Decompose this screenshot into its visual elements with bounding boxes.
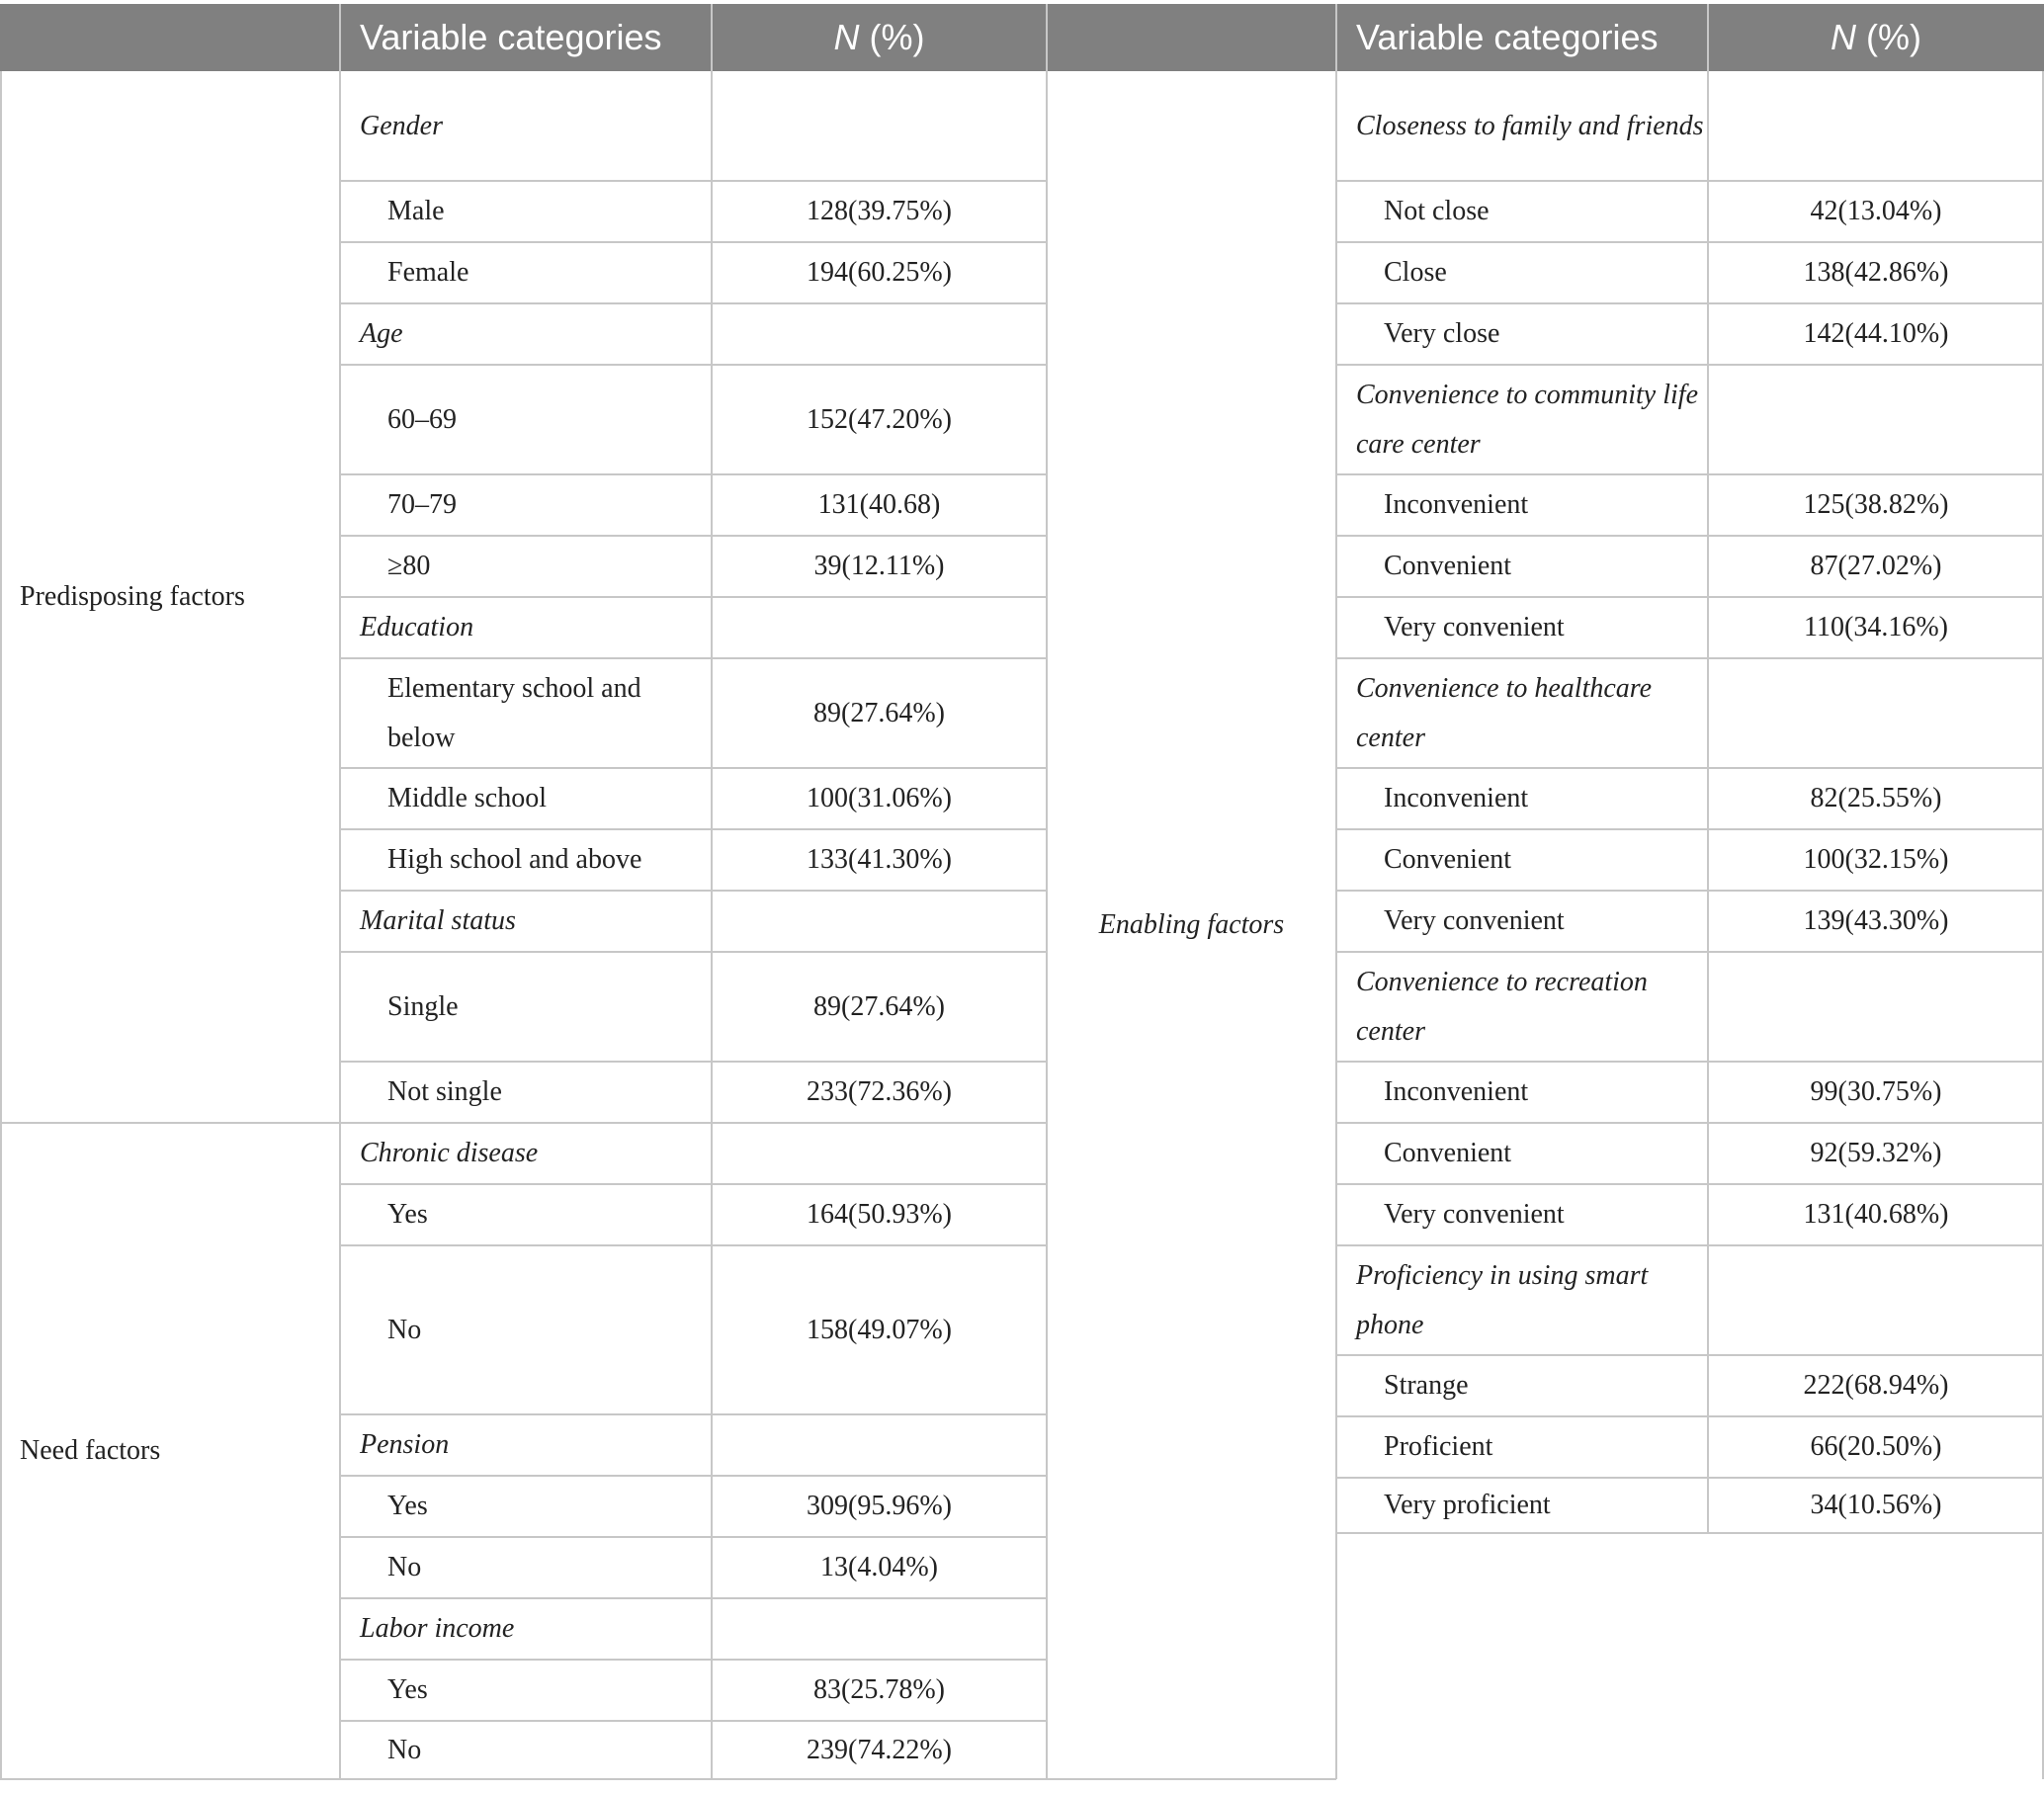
row-value: 158(49.07%)	[807, 1314, 952, 1345]
row-label: Close	[1384, 257, 1447, 288]
row-divider	[0, 1778, 1047, 1780]
left-edge	[0, 71, 2, 1779]
row-divider	[1336, 1244, 2044, 1246]
row-divider	[340, 180, 1047, 182]
row-label: ≥80	[387, 551, 431, 581]
row-divider	[340, 535, 1047, 537]
row-value: 83(25.78%)	[813, 1674, 945, 1705]
row-label: Not close	[1384, 196, 1490, 226]
row-divider	[340, 1061, 1047, 1063]
row-label: Elementary school and below	[387, 672, 641, 753]
row-divider	[340, 890, 1047, 892]
row-value: 239(74.22%)	[807, 1734, 952, 1765]
category-label: Convenience to recreation center	[1356, 966, 1648, 1047]
column-divider	[1335, 4, 1337, 1779]
row-value	[1708, 658, 2044, 768]
row-divider	[1336, 1532, 2044, 1534]
row-value: 131(40.68)	[817, 489, 941, 520]
category-label: Convenience to healthcare center	[1356, 672, 1653, 753]
category-label: Closeness to family and friends	[1356, 110, 1704, 141]
row-value: 82(25.55%)	[1810, 783, 1942, 813]
category-label: Education	[360, 612, 474, 642]
row-value: 13(4.04%)	[820, 1552, 938, 1582]
percent-label: (%)	[859, 17, 925, 57]
header-variable-categories-right: Variable categories	[1356, 17, 1659, 57]
row-value: 309(95.96%)	[807, 1491, 952, 1521]
row-value: 125(38.82%)	[1803, 489, 1949, 520]
row-divider	[340, 767, 1047, 769]
row-label: 70–79	[387, 489, 457, 520]
category-label: Convenience to community life care center	[1356, 379, 1698, 460]
header-n-percent-left	[712, 4, 1047, 71]
row-label: Single	[387, 990, 459, 1022]
row-value: 42(13.04%)	[1810, 196, 1942, 226]
category-label: Pension	[360, 1429, 450, 1460]
row-value: 100(31.06%)	[807, 783, 952, 813]
row-divider	[340, 1659, 1047, 1661]
group-enabling-factors: Enabling factors	[1098, 909, 1285, 940]
row-value	[1708, 365, 2044, 474]
row-divider	[1336, 1415, 2044, 1417]
column-divider	[1707, 4, 1709, 1533]
row-value	[1708, 1245, 2044, 1355]
row-divider	[1336, 951, 2044, 953]
header-variable-categories-left: Variable categories	[360, 17, 662, 57]
row-label: Convenient	[1384, 551, 1512, 581]
row-divider	[340, 951, 1047, 953]
row-label: Very close	[1384, 318, 1500, 349]
row-divider	[340, 1413, 1047, 1415]
column-divider	[711, 4, 713, 1779]
category-label: Labor income	[360, 1613, 515, 1644]
row-value	[712, 1414, 1047, 1476]
row-value	[712, 1123, 1047, 1184]
row-value: 133(41.30%)	[807, 844, 952, 875]
row-value: 142(44.10%)	[1803, 318, 1949, 349]
row-value: 99(30.75%)	[1810, 1076, 1942, 1107]
row-value: 138(42.86%)	[1803, 257, 1949, 288]
row-value: 152(47.20%)	[807, 403, 952, 435]
row-value: 89(27.64%)	[813, 697, 945, 728]
row-label: Inconvenient	[1384, 783, 1529, 813]
row-divider	[1336, 828, 2044, 830]
row-label: Very proficient	[1384, 1490, 1551, 1520]
row-divider	[1336, 890, 2044, 892]
row-value: 233(72.36%)	[807, 1076, 952, 1107]
row-value: 139(43.30%)	[1803, 905, 1949, 936]
row-divider	[1336, 1061, 2044, 1063]
row-divider	[1336, 1183, 2044, 1185]
row-divider	[340, 1720, 1047, 1722]
row-label: Yes	[387, 1199, 428, 1230]
category-label: Gender	[360, 110, 443, 141]
row-label: Strange	[1384, 1370, 1469, 1401]
row-divider	[1336, 767, 2044, 769]
row-label: Yes	[387, 1674, 428, 1705]
row-divider	[1336, 241, 2044, 243]
row-divider	[340, 1597, 1047, 1599]
row-divider	[0, 1122, 1047, 1124]
row-value: 131(40.68%)	[1803, 1199, 1949, 1230]
group-need-factors: Need factors	[20, 1435, 161, 1466]
row-label: Convenient	[1384, 844, 1512, 875]
row-label: Yes	[387, 1491, 428, 1521]
row-value: 222(68.94%)	[1803, 1370, 1949, 1401]
row-label: Middle school	[387, 783, 547, 813]
row-divider	[340, 1244, 1047, 1246]
row-value	[712, 597, 1047, 658]
row-divider	[340, 828, 1047, 830]
row-value: 66(20.50%)	[1810, 1431, 1942, 1462]
row-label: Male	[387, 196, 445, 226]
row-value: 164(50.93%)	[807, 1199, 952, 1230]
row-divider	[340, 473, 1047, 475]
row-value: 110(34.16%)	[1804, 612, 1948, 642]
row-divider	[1336, 364, 2044, 366]
row-divider	[1336, 1122, 2044, 1124]
category-label: Chronic disease	[360, 1138, 539, 1168]
column-divider	[1046, 4, 1048, 1779]
row-label: No	[387, 1552, 422, 1582]
category-label: Marital status	[360, 905, 516, 936]
row-label: Female	[387, 257, 469, 288]
row-value	[712, 1598, 1047, 1660]
row-divider	[340, 1475, 1047, 1477]
n-symbol: N	[1831, 17, 1856, 57]
row-value	[712, 303, 1047, 365]
row-value: 128(39.75%)	[807, 196, 952, 226]
row-label: Very convenient	[1384, 905, 1565, 936]
row-divider	[1336, 473, 2044, 475]
row-label: No	[387, 1734, 422, 1765]
row-divider	[340, 241, 1047, 243]
category-label: Proficiency in using smart phone	[1356, 1259, 1649, 1340]
row-label: Convenient	[1384, 1138, 1512, 1168]
row-divider	[340, 364, 1047, 366]
enabling-bottom-rule	[1047, 1778, 1336, 1780]
row-label: No	[387, 1314, 422, 1345]
group-predisposing-factors: Predisposing factors	[20, 581, 245, 612]
row-value: 39(12.11%)	[813, 551, 945, 581]
row-divider	[1336, 535, 2044, 537]
header-n-percent-right	[1708, 4, 2044, 71]
row-divider	[340, 657, 1047, 659]
row-value: 92(59.32%)	[1810, 1138, 1942, 1168]
row-value: 34(10.56%)	[1810, 1490, 1942, 1520]
row-value: 87(27.02%)	[1810, 551, 1942, 581]
column-divider	[339, 4, 341, 1779]
row-value: 89(27.64%)	[813, 990, 945, 1022]
row-divider	[1336, 596, 2044, 598]
n-symbol: N	[833, 17, 860, 57]
row-divider	[340, 596, 1047, 598]
row-label: Very convenient	[1384, 1199, 1565, 1230]
row-divider	[1336, 1477, 2044, 1479]
row-label: 60–69	[387, 403, 457, 435]
percent-label: (%)	[1856, 17, 1921, 57]
row-divider	[340, 302, 1047, 304]
row-divider	[1336, 657, 2044, 659]
row-divider	[340, 1536, 1047, 1538]
row-divider	[1336, 1354, 2044, 1356]
row-value: 194(60.25%)	[807, 257, 952, 288]
row-value	[712, 71, 1047, 181]
row-label: Inconvenient	[1384, 1076, 1529, 1107]
row-value	[712, 891, 1047, 952]
row-label: Inconvenient	[1384, 489, 1529, 520]
row-label: Not single	[387, 1076, 502, 1107]
row-value: 100(32.15%)	[1803, 844, 1949, 875]
row-label: Proficient	[1384, 1431, 1493, 1462]
row-divider	[1336, 180, 2044, 182]
row-value	[1708, 71, 2044, 181]
row-divider	[1336, 302, 2044, 304]
row-label: Very convenient	[1384, 612, 1565, 642]
category-label: Age	[360, 318, 403, 349]
row-divider	[340, 1183, 1047, 1185]
row-label: High school and above	[387, 844, 642, 875]
row-value	[1708, 952, 2044, 1062]
